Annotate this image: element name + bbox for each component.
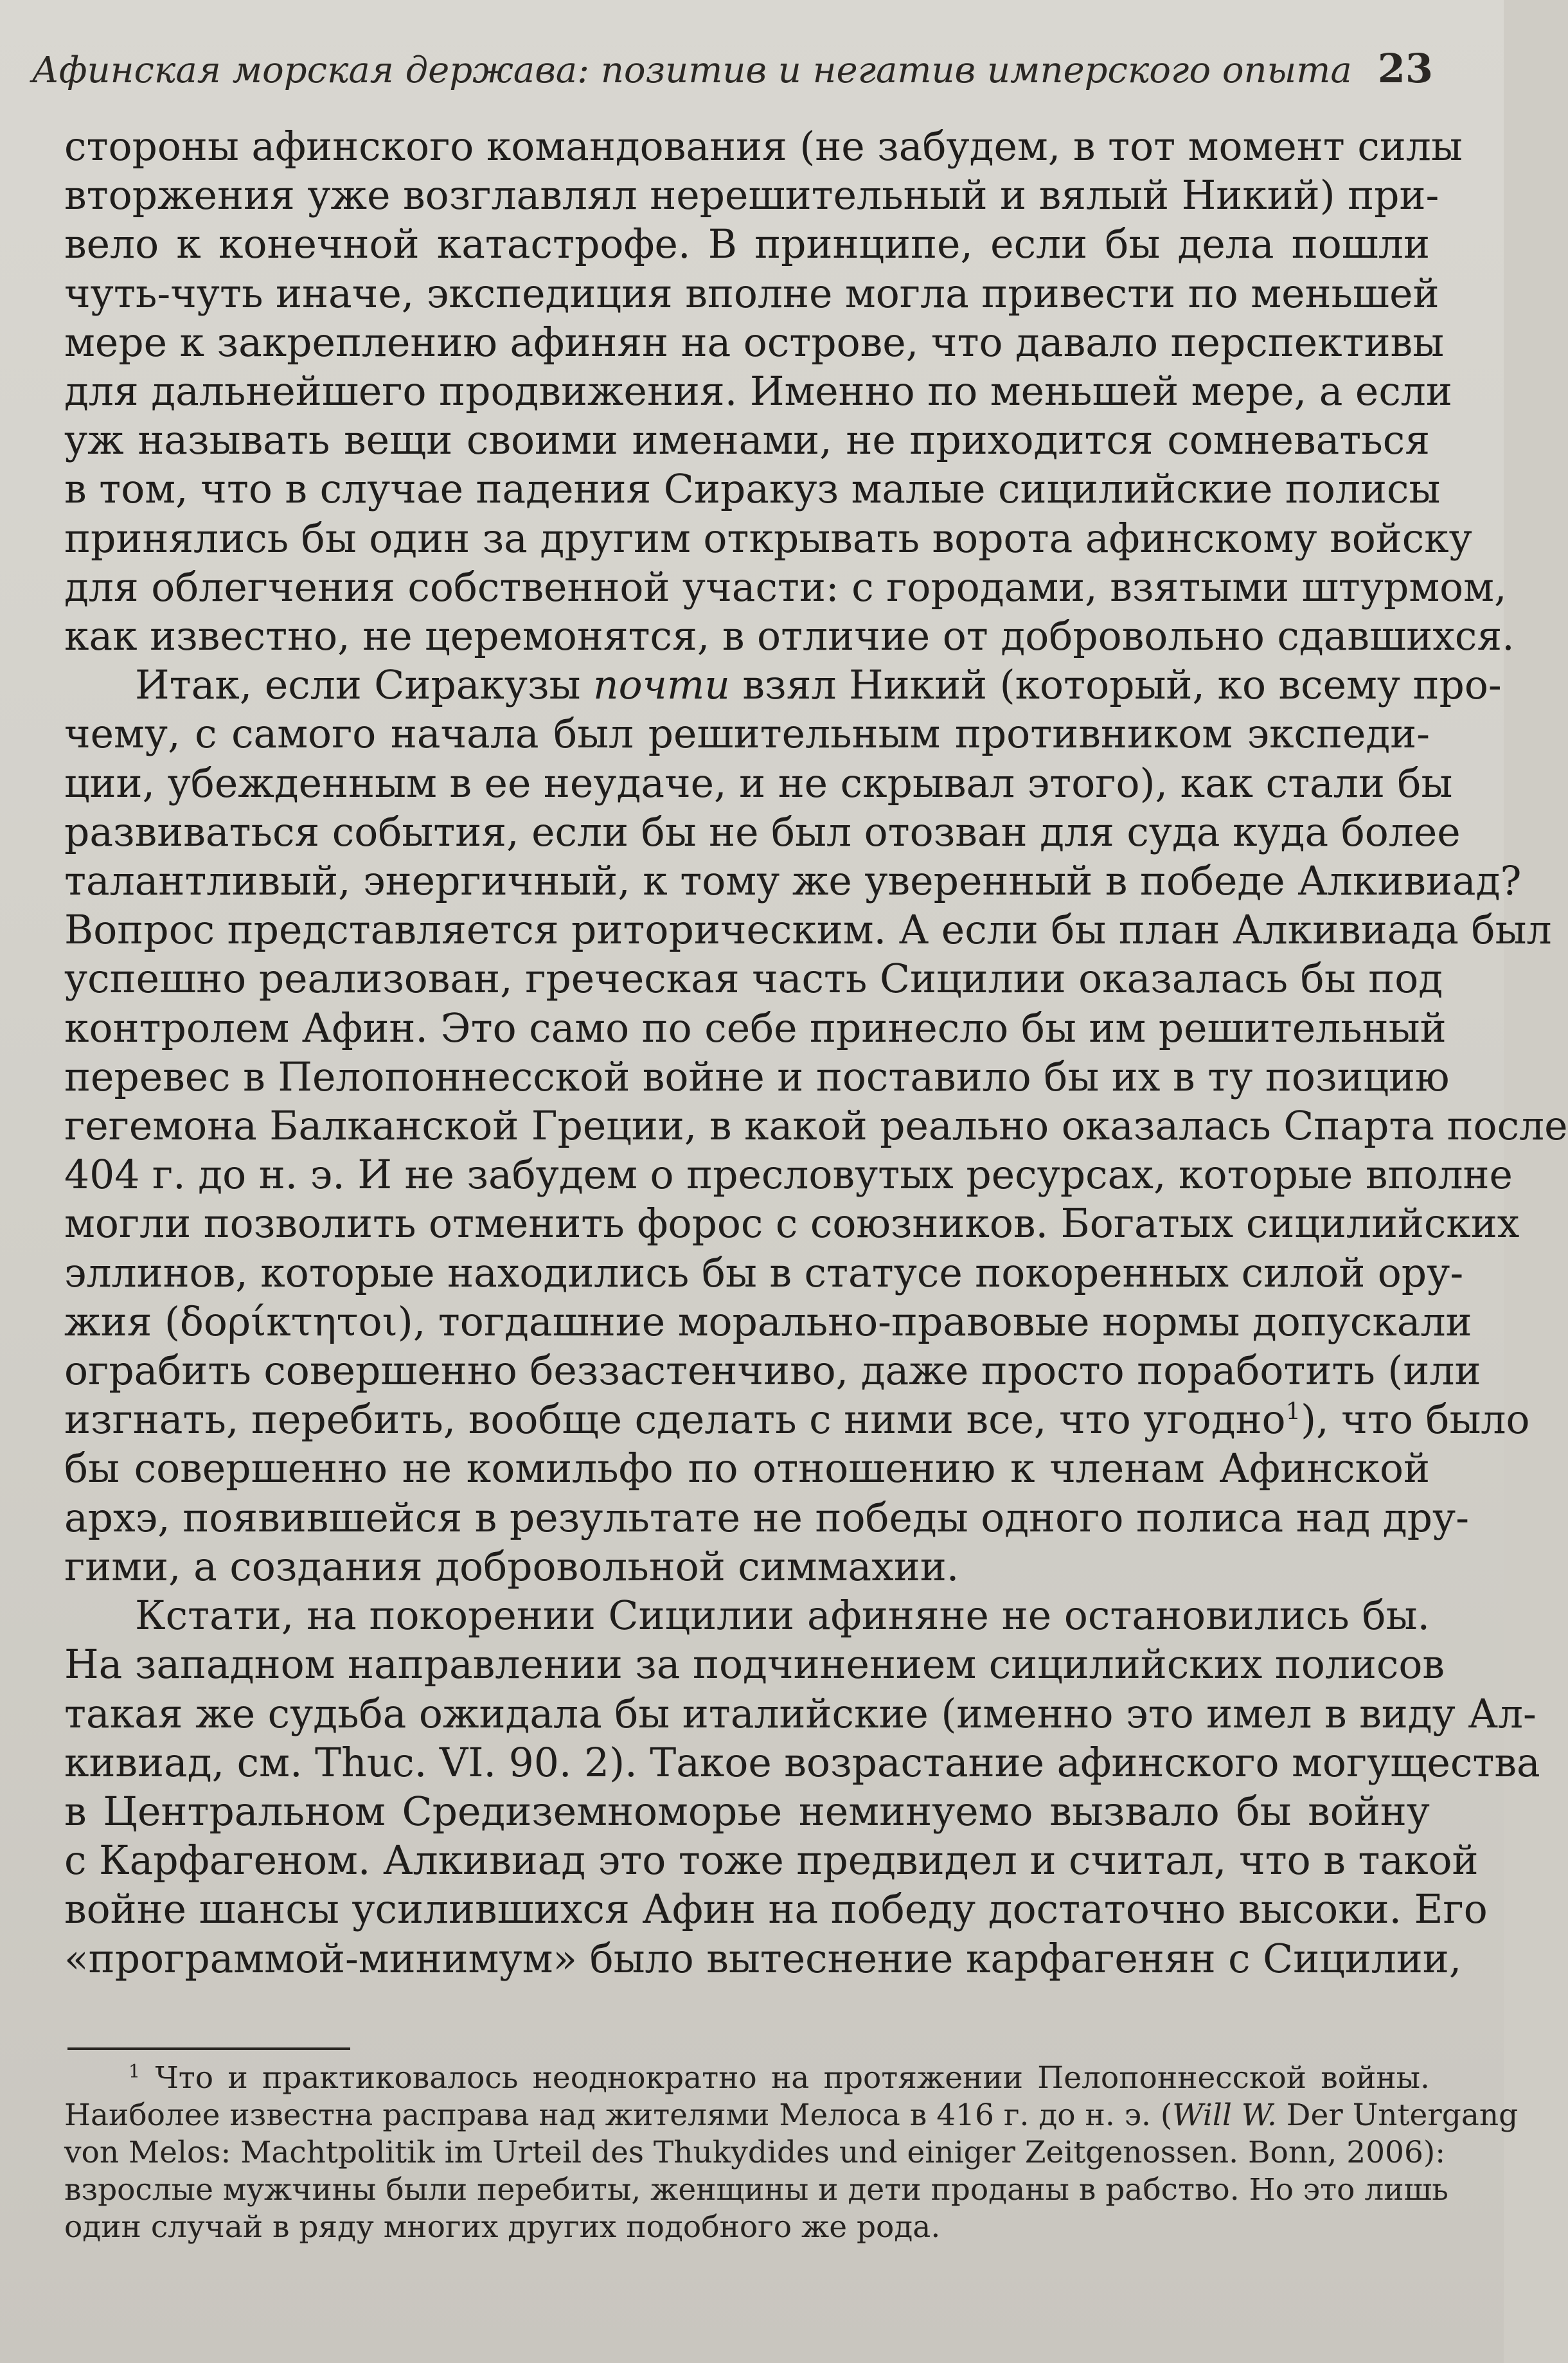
paragraph (64, 661, 1568, 1591)
footnote-line: взрослые мужчины были перебиты, женщины и дети проданы в рабство. Но это лишь (64, 2172, 1448, 2207)
italic-text: Will W. (1172, 2098, 1277, 2133)
text-line: Кстати, на покорении Сицилии афиняне не остановились бы. (135, 1592, 1430, 1639)
text-line: талантливый, энергичный, к тому же уверенный в победе Алкивиад? (64, 858, 1522, 905)
paragraph (64, 122, 1515, 661)
text-line: изгнать, перебить, вообще сделать с ними все, что угодно$^1$), что было (64, 1396, 1530, 1443)
text-line: Итак, если Сиракузы почти взял Никий (который, ко всему про- (135, 662, 1502, 709)
text-line: архэ, появившейся в результате не победы одного полиса над дру- (64, 1494, 1469, 1541)
footnote-separator (67, 2047, 350, 2050)
italic-text: почти (593, 662, 730, 709)
text-line: ограбить совершенно беззастенчиво, даже просто поработить (или (64, 1348, 1481, 1395)
main-text (64, 122, 1568, 1983)
text-line: такая же судьба ожидала бы италийские (именно это имел в виду Ал- (64, 1690, 1537, 1737)
text-line: Вопрос представляется риторическим. А если бы план Алкивиада был (64, 907, 1552, 954)
text-line: кивиад, см. Thuc. VI. 90. 2). Такое возрастание афинского могущества (64, 1739, 1540, 1786)
text-line: могли позволить отменить форос с союзников. Богатых сицилийских (64, 1200, 1520, 1247)
page-number: 23 (1377, 45, 1433, 92)
text-line: для облегчения собственной участи: с городами, взятыми штурмом, (64, 564, 1507, 611)
text-line: как известно, не церемонятся, в отличие от добровольно сдавшихся. (64, 613, 1515, 660)
text-line: вторжения уже возглавлял нерешительный и вялый Никий) при- (64, 172, 1439, 219)
text-line: чуть-чуть иначе, экспедиция вполне могла привести по меньшей (64, 270, 1439, 317)
footnote-marker: 1 (129, 2060, 140, 2082)
footnote (64, 2060, 1519, 2246)
text-line: мере к закреплению афинян на острове, что давало перспективы (64, 319, 1445, 366)
text-line: развиваться события, если бы не был отозван для суда куда более (64, 808, 1461, 855)
footnote-line: Наиболее известна расправа над жителями Мелоса в 416 г. до н. э. (Will W. Der Untergang (64, 2098, 1519, 2133)
footnote-ref: 1 (1285, 1397, 1301, 1425)
text-line: бы совершенно не комильфо по отношению к членам Афинской (64, 1445, 1430, 1492)
text-line: уж называть вещи своими именами, не приходится сомневаться (64, 417, 1430, 464)
text-line: На западном направлении за подчинением сицилийских полисов (64, 1641, 1445, 1688)
text-line: успешно реализован, греческая часть Сицилии оказалась бы под (64, 956, 1443, 1003)
text-line: «программой-минимум» было вытеснение карфагенян с Сицилии, (64, 1935, 1462, 1982)
running-head (31, 45, 1433, 109)
text-line: жия (δορίκτητοι), тогдашние морально-правовые нормы допускали (64, 1298, 1472, 1345)
text-line: вело к конечной катастрофе. В принципе, если бы дела пошли (64, 221, 1430, 268)
text-line: гими, а создания добровольной симмахии. (64, 1543, 959, 1590)
text-line: чему, с самого начала был решительным противником экспеди- (64, 711, 1430, 758)
text-line: эллинов, которые находились бы в статусе покоренных силой ору- (64, 1249, 1464, 1296)
text-line: войне шансы усилившихся Афин на победу достаточно высоки. Его (64, 1886, 1488, 1933)
text-line: принялись бы один за другим открывать ворота афинскому войску (64, 515, 1472, 562)
footnote-line: один случай в ряду многих других подобного же рода. (64, 2209, 941, 2245)
text-line: 404 г. до н. э. И не забудем о пресловутых ресурсах, которые вполне (64, 1152, 1513, 1199)
text-line: контролем Афин. Это само по себе принесло бы им решительный (64, 1004, 1447, 1051)
text-line: гегемона Балканской Греции, в какой реально оказалась Спарта после (64, 1103, 1568, 1150)
text-line: в том, что в случае падения Сиракуз малые сицилийские полисы (64, 466, 1441, 513)
paragraph (64, 1591, 1540, 1983)
text-line: в Центральном Средиземноморье неминуемо вызвало бы войну (64, 1788, 1430, 1835)
footnote-line: $^1$ Что и практиковалось неоднократно на протяжении Пелопоннесской войны. (129, 2060, 1430, 2096)
text-line: с Карфагеном. Алкивиад это тоже предвидел и считал, что в такой (64, 1837, 1479, 1884)
text-line: для дальнейшего продвижения. Именно по меньшей мере, а если (64, 368, 1452, 415)
running-title: Афинская морская держава: позитив и негатив имперского опыта (31, 49, 1352, 91)
text-line: стороны афинского командования (не забудем, в тот момент силы (64, 123, 1463, 170)
footnote-line: von Melos: Machtpolitik im Urteil des Thukydides und einiger Zeitgenossen. Bonn, 2006): (64, 2135, 1446, 2170)
text-line: ции, убежденным в ее неудаче, и не скрывал этого), как стали бы (64, 760, 1453, 807)
text-line: перевес в Пелопоннесской войне и поставило бы их в ту позицию (64, 1053, 1450, 1100)
